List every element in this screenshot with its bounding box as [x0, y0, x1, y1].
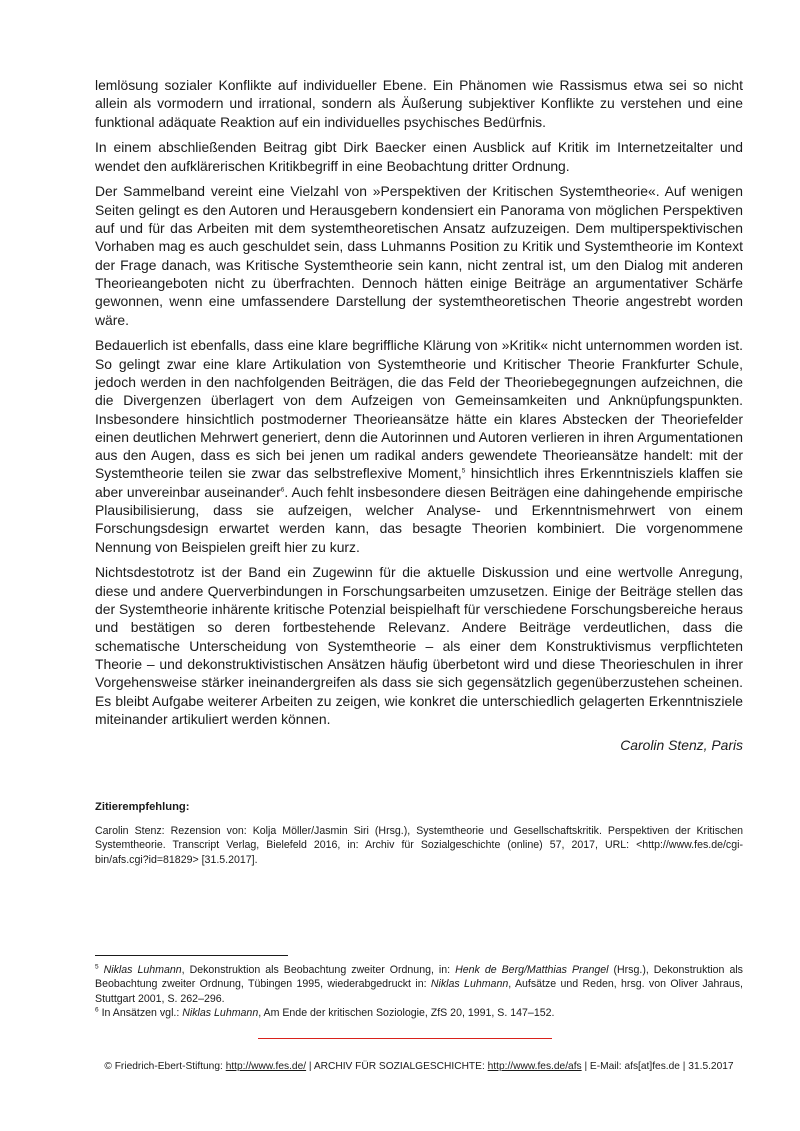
footnote-6-author: Niklas Luhmann — [182, 1006, 259, 1019]
footnote-5-author: Niklas Luhmann — [103, 964, 182, 976]
footnote-5-text-b: , Dekonstruktion als Beobachtung zweiter Ordnung, in: — [181, 964, 456, 976]
footer-archive-label: | ARCHIV FÜR SOZIALGESCHICHTE: — [306, 1061, 488, 1072]
afs-link[interactable]: http://www.fes.de/afs — [487, 1061, 582, 1072]
footer-copyright: © Friedrich-Ebert-Stiftung: — [104, 1061, 226, 1072]
footnote-5 — [95, 963, 743, 1006]
paragraph-5: Nichtsdestotrotz ist der Band ein Zugewinn für die aktuelle Diskussion und eine wertvolle Anregung, diese und andere Querverbindungen in Forschungsarbeiten umzusetzen. Einige der Beiträge stellen das der Systemtheorie inhärente kritische Potenzial beispielhaft für verschiedene Forschungsbereiche heraus und bestätigen so deren fortbestehende Relevanz. Andere Beiträge verdeutlichen, dass die schematische Unterscheidung von Systemtheorie – als einer dem Konstruktivismus verpflichteten Theorie – und dekonstruktivistischen Ansätzen häufig überbetont wird und diese Theorieschulen in ihrer Vorgehensweise stärker ineinandergreifen als dass sie sich gegensätzlich gegenüberzustehen scheinen. Es bleibt Aufgabe weiterer Arbeiten zu zeigen, wie konkret die unterschiedlich gelagerten Erkenntnisziele miteinander artikuliert werden können. — [95, 564, 743, 727]
footnote-6-number: 6 — [95, 1006, 99, 1014]
review-body — [95, 76, 743, 754]
footnote-5-text-d: , Aufsätze und Reden, hrsg. von Oliver Jahraus, Stuttgart 2001, S. 262–296. — [95, 978, 743, 1005]
footnote-6-text-b: , Am Ende der kritischen Soziologie, ZfS 20, 1991, S. 147–152. — [258, 1006, 555, 1019]
page-footer — [95, 1060, 743, 1074]
footnote-5-author-2: Niklas Luhmann — [430, 978, 509, 991]
paragraph-3: Der Sammelband vereint eine Vielzahl von »Perspektiven der Kritischen Systemtheorie«. Auf wenigen Seiten gelingt es den Autoren und Herausgebern kondensiert ein Panorama von möglichen Perspektiven auf und für das Arbeiten mit dem systemtheoretischen Ansatz aufzuzeigen. Dem multiperspektivischen Vorhaben mag es auch geschuldet sein, dass Luhmanns Position zu Kritik und Systemtheorie im Kontext der Frage danach, was Kritische Systemtheorie sein kann, nicht zentral ist, um den Dialog mit anderen Theorieangeboten nicht zu überfrachten. Dennoch hätten einige Beiträge an argumentativer Schärfe gewonnen, wenn eine umfassendere Darstellung der systemtheoretischen Theorie angestrebt worden wäre. — [95, 183, 743, 328]
footnote-5-text-c: (Hrsg.), Dekonstruktion als Beobachtung zweiter Ordnung, Tübingen 1995, wiederabgedruckt in: — [95, 964, 743, 991]
paragraph-1: lemlösung sozialer Konflikte auf individueller Ebene. Ein Phänomen wie Rassismus etwa sei so nicht allein als vormodern und irrational, sondern als Äußerung subjektiver Konflikte zu verstehen und eine funktional adäquate Reaktion auf ein individuelles psychisches Bedürfnis. — [95, 77, 743, 130]
citation-heading: Zitierempfehlung: — [95, 801, 190, 813]
footnote-5-editors: Henk de Berg/Matthias Prangel — [455, 964, 609, 976]
footer-email: afs[at]fes.de — [624, 1061, 680, 1072]
paragraph-4-part-a: Bedauerlich ist ebenfalls, dass eine klare begriffliche Klärung von »Kritik« nicht unternommen worden ist. So gelingt zwar eine klare Artikulation von Systemtheorie und Kritischer Theorie Frankfurter Schule, jedoch werden in den nachfolgenden Beiträgen, die das Feld der Theoriebegegnungen aufzeichnen, die die Divergenzen überlagert von dem Aufzeigen von Gemeinsamkeiten und Anknüpfungspunkten. Insbesondere hinsichtlich postmoderner Theorieansätze hätte ein klares Abstecken der Theoriefelder einen deutlichen Mehrwert generiert, denn die Autorinnen und Autoren verlieren in ihren Argumentationen aus den Augen, dass es sich bei jenen um radikal anders gewendete Theorieansätze handelt: mit der Systemtheorie teilen sie zwar das selbstreflexive Moment, — [95, 337, 743, 482]
paragraph-4-part-b: hinsichtlich ihres Erkenntnisziels klaffen sie aber unvereinbar auseinander — [95, 465, 743, 500]
footer-accent-rule — [258, 1038, 552, 1039]
footnote-ref-6[interactable]: 6 — [280, 486, 285, 494]
author-signature: Carolin Stenz, Paris — [620, 736, 743, 753]
footer-date: | 31.5.2017 — [679, 1061, 734, 1072]
footnote-ref-5[interactable]: 5 — [461, 467, 466, 475]
footnote-divider — [95, 955, 288, 956]
footnote-6-text: In Ansätzen vgl.: — [98, 1006, 183, 1019]
citation-block — [95, 800, 743, 867]
fes-link[interactable]: http://www.fes.de/ — [225, 1061, 307, 1072]
citation-text: Carolin Stenz: Rezension von: Kolja Möller/Jasmin Siri (Hrsg.), Systemtheorie und Gesellschaftskritik. Perspektiven der Kritischen Systemtheorie. Transcript Verlag, Bielefeld 2016, in: Archiv für Sozialgeschichte (online) 57, 2017, URL: <http://www.fes.de/cgi-bin/afs.cgi?id=81829> [31.5.2017]. — [95, 825, 743, 866]
footnotes — [95, 963, 743, 1020]
footnote-5-number: 5 — [95, 963, 99, 971]
footer-email-label: | E-Mail: — [581, 1061, 625, 1072]
paragraph-4 — [95, 336, 743, 556]
paragraph-2: In einem abschließenden Beitrag gibt Dirk Baecker einen Ausblick auf Kritik im Internetzeitalter und wendet den aufklärerischen Kritikbegriff in eine Beobachtung dritter Ordnung. — [95, 139, 743, 174]
footnote-6 — [95, 1006, 743, 1020]
paragraph-4-part-c: . Auch fehlt insbesondere diesen Beiträgen eine dahingehende empirische Plausibilisierung, dass sie aufzeigen, welcher Analyse- und Erkenntnismehrwert von einem Forschungsdesign erwartet werden kann, das besagte Theorien kombiniert. Die vorgenommene Nennung von Beispielen greift hier zu kurz. — [95, 483, 744, 555]
